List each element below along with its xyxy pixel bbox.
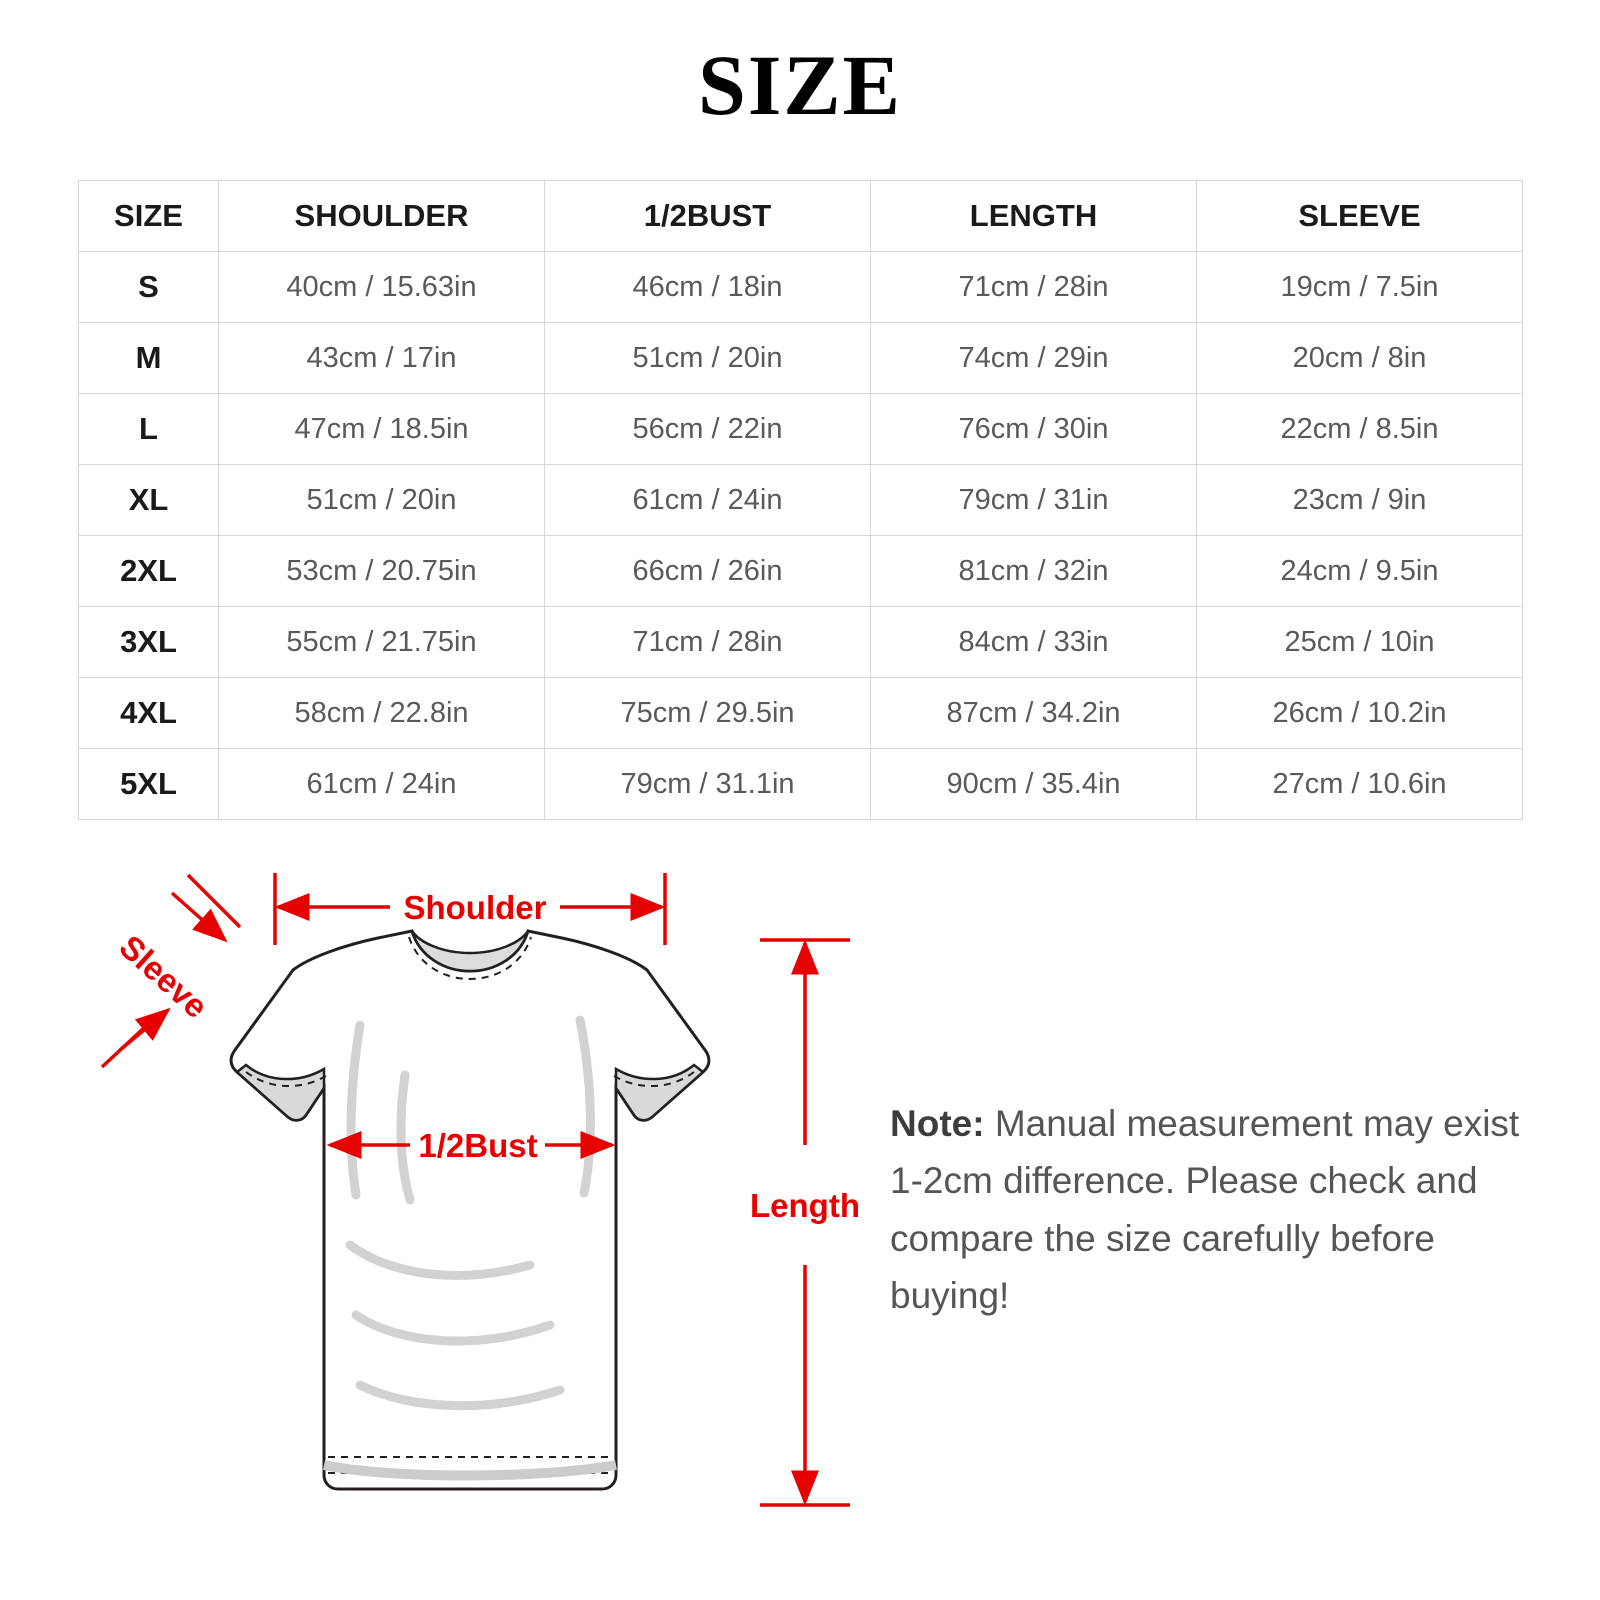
cell-bust: 51cm / 20in <box>545 323 871 394</box>
sleeve-label: Sleeve <box>112 927 215 1026</box>
cell-length: 71cm / 28in <box>871 252 1197 323</box>
cell-shoulder: 55cm / 21.75in <box>219 607 545 678</box>
cell-sleeve: 25cm / 10in <box>1197 607 1523 678</box>
cell-length: 84cm / 33in <box>871 607 1197 678</box>
column-header-sleeve: SLEEVE <box>1197 181 1523 252</box>
cell-shoulder: 58cm / 22.8in <box>219 678 545 749</box>
cell-sleeve: 23cm / 9in <box>1197 465 1523 536</box>
cell-sleeve: 19cm / 7.5in <box>1197 252 1523 323</box>
table-row <box>79 749 1523 820</box>
cell-sleeve: 22cm / 8.5in <box>1197 394 1523 465</box>
note-block <box>890 1095 1550 1324</box>
table-row <box>79 678 1523 749</box>
cell-size: L <box>79 394 219 465</box>
cell-length: 76cm / 30in <box>871 394 1197 465</box>
table-row <box>79 465 1523 536</box>
table-row <box>79 394 1523 465</box>
cell-shoulder: 40cm / 15.63in <box>219 252 545 323</box>
cell-bust: 61cm / 24in <box>545 465 871 536</box>
cell-size: 5XL <box>79 749 219 820</box>
cell-length: 87cm / 34.2in <box>871 678 1197 749</box>
cell-bust: 66cm / 26in <box>545 536 871 607</box>
note-label: Note: <box>890 1103 985 1144</box>
cell-sleeve: 26cm / 10.2in <box>1197 678 1523 749</box>
column-header-length: LENGTH <box>871 181 1197 252</box>
table-row <box>79 607 1523 678</box>
cell-bust: 71cm / 28in <box>545 607 871 678</box>
column-header-bust: 1/2BUST <box>545 181 871 252</box>
cell-size: 4XL <box>79 678 219 749</box>
cell-shoulder: 51cm / 20in <box>219 465 545 536</box>
column-header-shoulder: SHOULDER <box>219 181 545 252</box>
size-chart-table <box>78 180 1523 820</box>
cell-size: XL <box>79 465 219 536</box>
bust-label: 1/2Bust <box>418 1127 538 1164</box>
table-row <box>79 323 1523 394</box>
cell-shoulder: 61cm / 24in <box>219 749 545 820</box>
cell-length: 90cm / 35.4in <box>871 749 1197 820</box>
cell-bust: 46cm / 18in <box>545 252 871 323</box>
cell-bust: 56cm / 22in <box>545 394 871 465</box>
measurement-diagram <box>60 845 860 1565</box>
table-row <box>79 252 1523 323</box>
cell-sleeve: 27cm / 10.6in <box>1197 749 1523 820</box>
cell-sleeve: 20cm / 8in <box>1197 323 1523 394</box>
cell-size: M <box>79 323 219 394</box>
cell-sleeve: 24cm / 9.5in <box>1197 536 1523 607</box>
cell-shoulder: 53cm / 20.75in <box>219 536 545 607</box>
table-row <box>79 536 1523 607</box>
cell-size: 2XL <box>79 536 219 607</box>
cell-length: 81cm / 32in <box>871 536 1197 607</box>
cell-bust: 75cm / 29.5in <box>545 678 871 749</box>
length-label: Length <box>750 1187 860 1224</box>
cell-length: 74cm / 29in <box>871 323 1197 394</box>
cell-size: 3XL <box>79 607 219 678</box>
cell-length: 79cm / 31in <box>871 465 1197 536</box>
column-header-size: SIZE <box>79 181 219 252</box>
shoulder-label: Shoulder <box>403 889 547 926</box>
page-title: SIZE <box>697 37 903 133</box>
cell-shoulder: 43cm / 17in <box>219 323 545 394</box>
cell-size: S <box>79 252 219 323</box>
table-header-row <box>79 181 1523 252</box>
cell-shoulder: 47cm / 18.5in <box>219 394 545 465</box>
cell-bust: 79cm / 31.1in <box>545 749 871 820</box>
note-text: Manual measurement may exist 1-2cm difference. Please check and compare the size carefully before buying! <box>890 1103 1520 1317</box>
